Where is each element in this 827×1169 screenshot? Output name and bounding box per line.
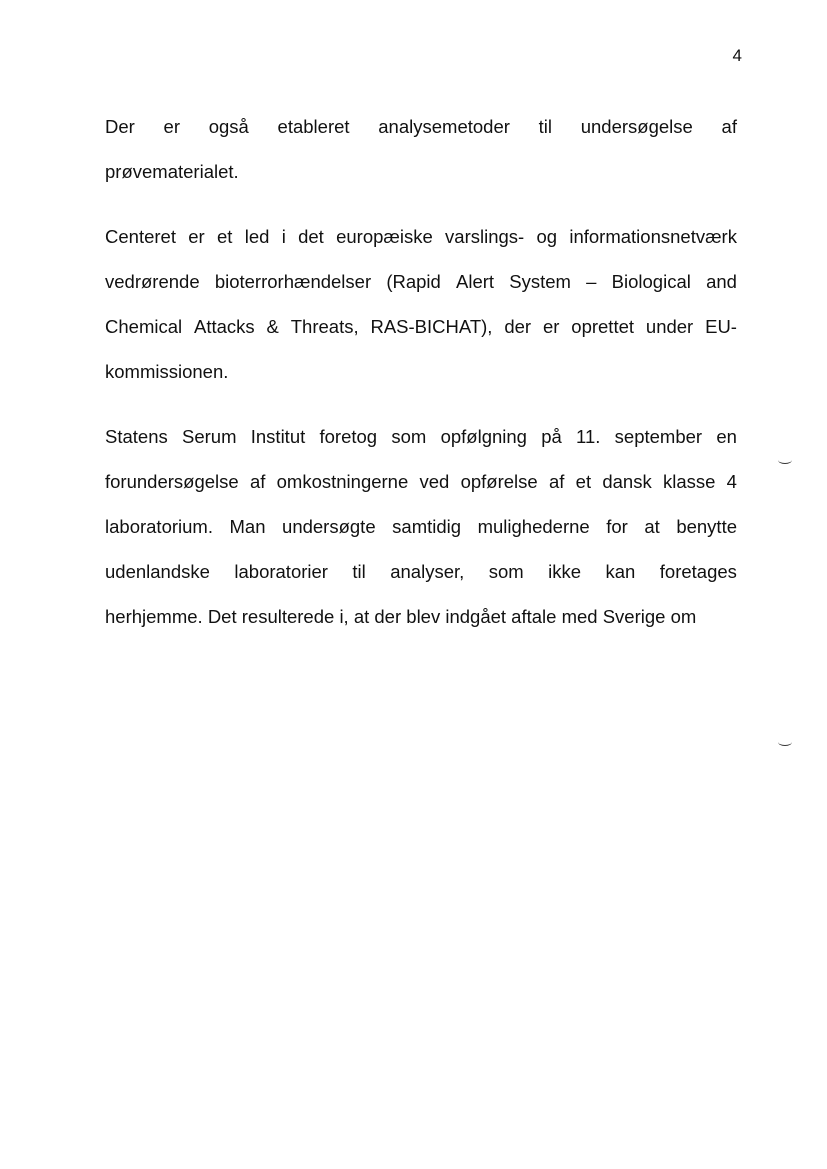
word: 11. xyxy=(576,426,601,447)
word: under xyxy=(645,316,694,337)
word: som xyxy=(391,426,427,447)
word: – xyxy=(586,271,597,292)
word: udenlandske xyxy=(105,561,210,582)
punch-hole-mark-icon xyxy=(778,456,792,464)
text-line xyxy=(105,270,737,294)
word: Institut xyxy=(250,426,306,447)
word: europæiske xyxy=(336,226,433,247)
text-line xyxy=(105,315,737,339)
word: dansk xyxy=(602,471,652,492)
word: EU- xyxy=(705,316,737,337)
word: bioterrorhændelser xyxy=(214,271,372,292)
word: september xyxy=(614,426,703,447)
word: vedrørende xyxy=(105,271,200,292)
text-line: herhjemme. Det resulterede i, at der blev indgået aftale med Sverige om xyxy=(105,606,697,627)
word: informationsnetværk xyxy=(569,226,737,247)
text-line xyxy=(105,225,737,249)
word: Statens xyxy=(105,426,168,447)
word: Alert xyxy=(456,271,495,292)
word: oprettet xyxy=(571,316,635,337)
word: kan xyxy=(605,561,636,582)
word: led xyxy=(244,226,270,247)
word: at xyxy=(644,516,660,537)
word: og xyxy=(536,226,558,247)
word: af xyxy=(721,116,737,137)
word: forundersøgelse xyxy=(105,471,239,492)
word: analysemetoder xyxy=(378,116,510,137)
word: 4 xyxy=(726,471,737,492)
word: undersøgte xyxy=(282,516,376,537)
word: Der xyxy=(105,116,135,137)
word: undersøgelse xyxy=(580,116,693,137)
word: til xyxy=(538,116,552,137)
text-line xyxy=(105,560,737,584)
text-line xyxy=(105,515,737,539)
word: et xyxy=(575,471,592,492)
word: på xyxy=(541,426,562,447)
word: foretages xyxy=(659,561,737,582)
word: for xyxy=(606,516,628,537)
punch-hole-mark-icon xyxy=(778,738,792,746)
word: laboratorium. xyxy=(105,516,213,537)
word: RAS-BICHAT), xyxy=(370,316,493,337)
word: Attacks xyxy=(193,316,255,337)
word: klasse xyxy=(662,471,716,492)
text-line xyxy=(105,425,737,449)
word: også xyxy=(208,116,249,137)
word: laboratorier xyxy=(234,561,328,582)
word: Chemical xyxy=(105,316,183,337)
word: Serum xyxy=(182,426,237,447)
word: er xyxy=(163,116,180,137)
word: det xyxy=(298,226,324,247)
word: & xyxy=(266,316,279,337)
word: Threats, xyxy=(290,316,359,337)
word: benytte xyxy=(676,516,737,537)
word: ikke xyxy=(548,561,582,582)
word: Biological xyxy=(611,271,691,292)
word: ved xyxy=(419,471,450,492)
word: opførelse xyxy=(460,471,538,492)
word: er xyxy=(542,316,560,337)
word: som xyxy=(488,561,524,582)
word: foretog xyxy=(319,426,378,447)
word: til xyxy=(352,561,366,582)
word: mulighederne xyxy=(477,516,590,537)
text-line xyxy=(105,470,737,494)
text-line: kommissionen. xyxy=(105,361,229,382)
word: etableret xyxy=(277,116,350,137)
word: af xyxy=(249,471,266,492)
word: omkostningerne xyxy=(276,471,409,492)
word: samtidig xyxy=(392,516,462,537)
page-number: 4 xyxy=(732,46,742,65)
word: and xyxy=(706,271,737,292)
word: der xyxy=(504,316,532,337)
word: en xyxy=(716,426,737,447)
text-line: prøvematerialet. xyxy=(105,161,239,182)
word: opfølgning xyxy=(440,426,527,447)
word: (Rapid xyxy=(386,271,441,292)
word: et xyxy=(216,226,233,247)
word: varslings- xyxy=(445,226,525,247)
text-line xyxy=(105,115,737,139)
word: er xyxy=(188,226,205,247)
word: af xyxy=(548,471,565,492)
word: Centeret xyxy=(105,226,176,247)
word: i xyxy=(281,226,286,247)
word: System xyxy=(509,271,571,292)
word: Man xyxy=(229,516,266,537)
word: analyser, xyxy=(390,561,465,582)
